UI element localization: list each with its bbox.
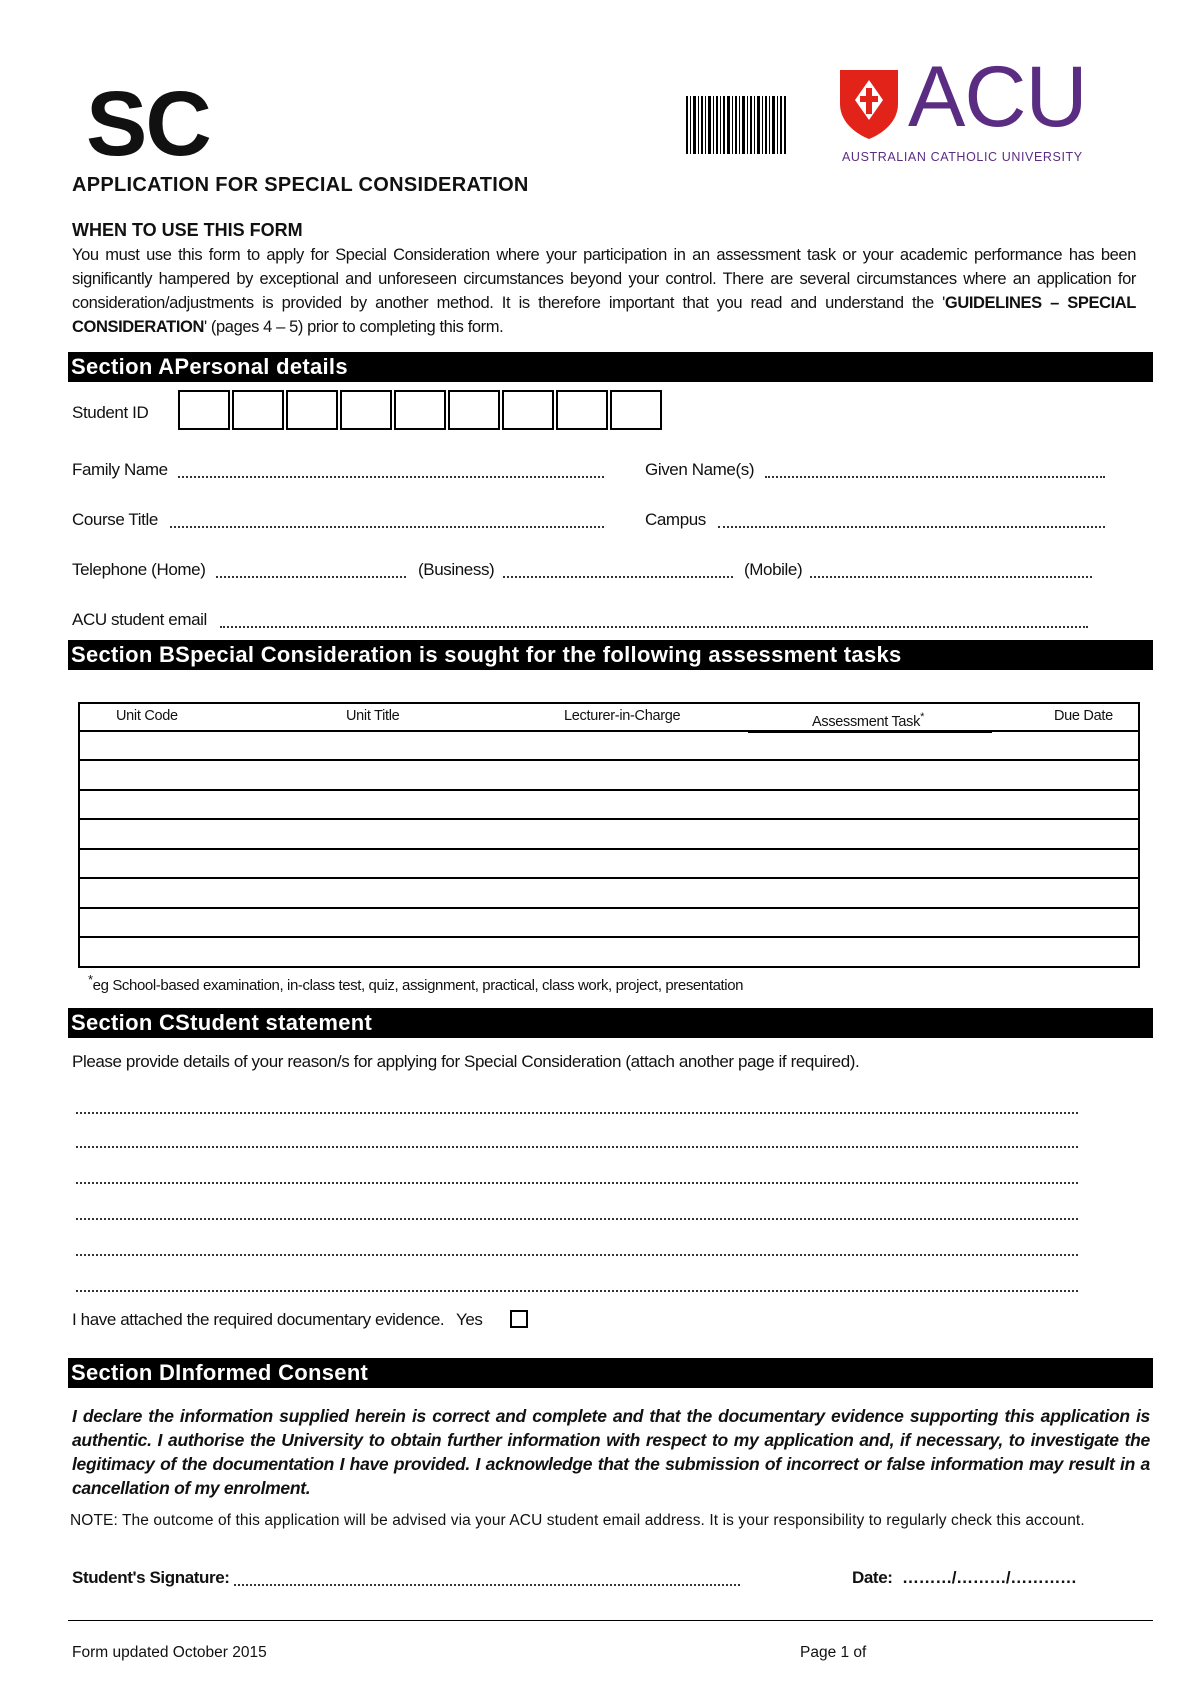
form-title: APPLICATION FOR SPECIAL CONSIDERATION bbox=[72, 174, 529, 196]
evidence-label: I have attached the required documentary evidence. bbox=[72, 1310, 445, 1329]
evidence-yes-label: Yes bbox=[456, 1310, 483, 1329]
section-b-title: Section BSpecial Consideration is sought for the following assessment tasks bbox=[68, 640, 1153, 670]
telephone-business-field[interactable] bbox=[503, 576, 733, 578]
student-id-digit-2[interactable] bbox=[232, 390, 284, 430]
page-number: Page 1 of bbox=[800, 1644, 867, 1661]
student-id-digit-8[interactable] bbox=[556, 390, 608, 430]
table-row[interactable] bbox=[78, 907, 1140, 909]
column-header: Assessment Task* bbox=[812, 711, 925, 730]
section-d-title: Section DInformed Consent bbox=[68, 1358, 1153, 1388]
table-row[interactable] bbox=[78, 936, 1140, 938]
campus-label: Campus bbox=[645, 510, 706, 529]
given-names-label: Given Name(s) bbox=[645, 460, 755, 479]
university-name: AUSTRALIAN CATHOLIC UNIVERSITY bbox=[842, 150, 1083, 164]
form-updated: Form updated October 2015 bbox=[72, 1644, 267, 1661]
when-heading: WHEN TO USE THIS FORM bbox=[72, 220, 303, 240]
column-header: Unit Code bbox=[116, 708, 178, 724]
family-name-label: Family Name bbox=[72, 460, 168, 479]
statement-line[interactable] bbox=[76, 1146, 1078, 1148]
campus-field[interactable] bbox=[718, 526, 1105, 528]
evidence-checkbox[interactable] bbox=[510, 1310, 528, 1328]
telephone-home-label: Telephone (Home) bbox=[72, 560, 206, 579]
statement-line[interactable] bbox=[76, 1182, 1078, 1184]
student-id-digit-7[interactable] bbox=[502, 390, 554, 430]
table-row[interactable] bbox=[78, 789, 1140, 791]
form-code: SC bbox=[86, 73, 210, 175]
date-label: Date: bbox=[852, 1568, 893, 1587]
course-title-field[interactable] bbox=[170, 526, 604, 528]
student-id-digit-9[interactable] bbox=[610, 390, 662, 430]
column-header: Due Date bbox=[1054, 708, 1113, 724]
course-title-label: Course Title bbox=[72, 510, 158, 529]
barcode bbox=[686, 96, 786, 154]
column-header: Lecturer-in-Charge bbox=[564, 708, 681, 724]
section-c-title: Section CStudent statement bbox=[68, 1008, 1153, 1038]
student-id-digit-3[interactable] bbox=[286, 390, 338, 430]
statement-line[interactable] bbox=[76, 1254, 1078, 1256]
telephone-mobile-field[interactable] bbox=[810, 576, 1092, 578]
consent-declaration: I declare the information supplied herein is correct and complete and that the documentary evidence supporting this application is authentic. I authorise the University to obtain further information with respect to my application and, if necessary, to investigate the legitimacy of the documentation I have provided. I acknowledge that the submission of incorrect or false information may result in a cancellation of my enrolment. bbox=[72, 1406, 1150, 1498]
telephone-business-label: (Business) bbox=[418, 560, 495, 579]
table-row[interactable] bbox=[78, 848, 1140, 850]
assessment-footnote: *eg School-based examination, in-class test, quiz, assignment, practical, class work, project, presentation bbox=[88, 972, 744, 994]
table-row[interactable] bbox=[78, 759, 1140, 761]
student-id-label: Student ID bbox=[72, 403, 149, 422]
statement-line[interactable] bbox=[76, 1218, 1078, 1220]
family-name-field[interactable] bbox=[178, 476, 604, 478]
outcome-note: NOTE: The outcome of this application will be advised via your ACU student email address. It is your responsibility to regularly check this account. bbox=[70, 1512, 1085, 1529]
table-row[interactable] bbox=[78, 818, 1140, 820]
signature-field[interactable] bbox=[234, 1584, 740, 1586]
section-a-title: Section APersonal details bbox=[68, 352, 1153, 382]
student-id-digit-4[interactable] bbox=[340, 390, 392, 430]
student-id-digit-5[interactable] bbox=[394, 390, 446, 430]
table-row[interactable] bbox=[78, 877, 1140, 879]
intro-text: You must use this form to apply for Special Consideration where your participation in an assessment task or your academic performance has been significantly hampered by exceptional and unforeseen circumstances beyond your control. There are several circumstances where an application for consideration/adjustments is provided by another method. It is therefore important that you read and understand the 'GUIDELINES – SPECIAL CONSIDERATION' (pages 4 – 5) prior to completing this form. bbox=[72, 246, 1136, 336]
date-field[interactable]: ………/………/………… bbox=[902, 1568, 1077, 1587]
telephone-mobile-label: (Mobile) bbox=[744, 560, 803, 579]
student-id-digit-6[interactable] bbox=[448, 390, 500, 430]
table-row[interactable] bbox=[78, 730, 1140, 732]
statement-line[interactable] bbox=[76, 1112, 1078, 1114]
telephone-home-field[interactable] bbox=[216, 576, 406, 578]
column-header: Unit Title bbox=[346, 708, 400, 724]
statement-prompt: Please provide details of your reason/s for applying for Special Consideration (attach another page if required). bbox=[72, 1052, 860, 1071]
acu-logo bbox=[838, 49, 1108, 168]
footer-divider bbox=[68, 1620, 1153, 1621]
shield-cross-icon bbox=[838, 68, 900, 140]
signature-label: Student's Signature: bbox=[72, 1568, 230, 1587]
email-label: ACU student email bbox=[72, 610, 207, 629]
student-id-digit-1[interactable] bbox=[178, 390, 230, 430]
statement-line[interactable] bbox=[76, 1290, 1078, 1292]
acu-wordmark: ACU bbox=[908, 49, 1087, 145]
assessment-table bbox=[78, 702, 1140, 968]
given-names-field[interactable] bbox=[765, 476, 1105, 478]
assessment-task-underline bbox=[748, 732, 992, 733]
email-field[interactable] bbox=[220, 626, 1088, 628]
